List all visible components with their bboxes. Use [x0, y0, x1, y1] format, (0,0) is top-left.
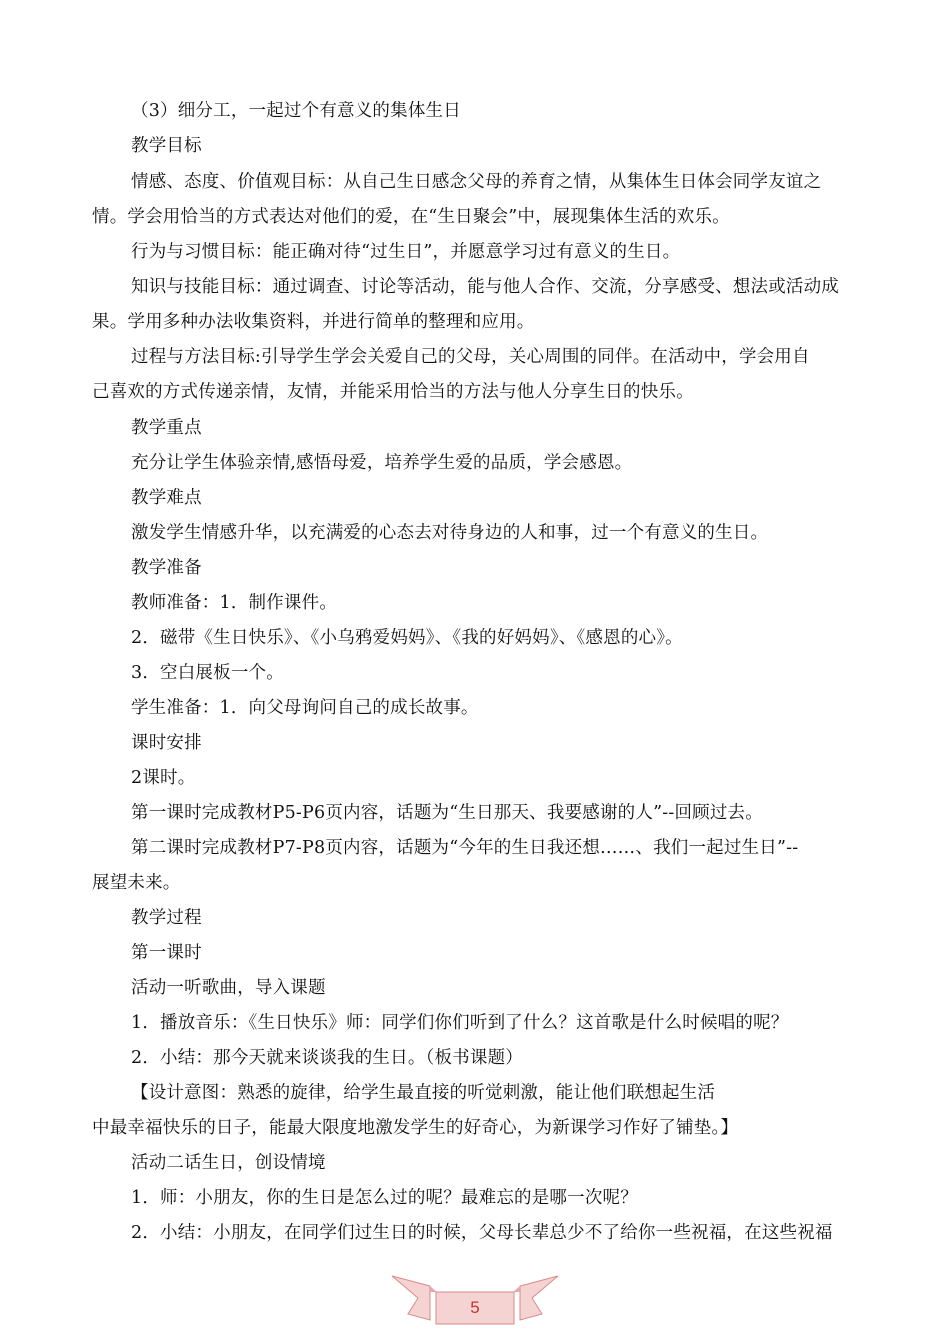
paragraph-line: 激发学生情感升华，以充满爱的心态去对待身边的人和事，过一个有意义的生日。 [131, 523, 769, 543]
paragraph-line: 2．小结：小朋友，在同学们过生日的时候，父母长辈总少不了给你一些祝福，在这些祝福 [131, 1223, 833, 1243]
section-heading: （3）细分工，一起过个有意义的集体生日 [131, 101, 461, 121]
heading-preparation: 教学准备 [131, 558, 202, 578]
paragraph-line: 行为与习惯目标：能正确对待“过生日”，并愿意学习过有意义的生日。 [131, 242, 681, 262]
heading-key-points: 教学重点 [131, 418, 202, 438]
design-intent-line: 【设计意图：熟悉的旋律，给学生最直接的听觉刺激，能让他们联想起生活 [131, 1083, 716, 1103]
page-number: 5 [470, 1298, 480, 1317]
paragraph-line: 情。学会用恰当的方式表达对他们的爱，在“生日聚会”中，展现集体生活的欢乐。 [92, 207, 730, 227]
heading-difficulties: 教学难点 [131, 488, 202, 508]
paragraph-line: 展望未来。 [92, 873, 181, 893]
paragraph-line: 2．磁带《生日快乐》、《小乌鸦爱妈妈》、《我的好妈妈》、《感恩的心》。 [131, 628, 683, 648]
heading-schedule: 课时安排 [131, 733, 202, 753]
paragraph-line: 1．师：小朋友，你的生日是怎么过的呢？最难忘的是哪一次呢？ [131, 1188, 638, 1208]
paragraph-line: 第一课时完成教材P5-P6页内容，话题为“生日那天、我要感谢的人”--回顾过去。 [131, 803, 763, 823]
paragraph-line: 情感、态度、价值观目标：从自己生日感念父母的养育之情，从集体生日体会同学友谊之 [131, 172, 822, 192]
paragraph-line: 过程与方法目标:引导学生学会关爱自己的父母，关心周围的同伴。在活动中，学会用自 [131, 347, 810, 367]
paragraph-line: 第二课时完成教材P7-P8页内容，话题为“今年的生日我还想……、我们一起过生日”-- [131, 838, 799, 858]
paragraph-line: 充分让学生体验亲情,感悟母爱，培养学生爱的品质，学会感恩。 [131, 453, 633, 473]
design-intent-line: 中最幸福快乐的日子，能最大限度地激发学生的好奇心，为新课学习作好了铺垫。】 [92, 1118, 739, 1138]
heading-teaching-goals: 教学目标 [131, 136, 202, 156]
paragraph-line: 2．小结：那今天就来谈谈我的生日。（板书课题） [131, 1048, 523, 1068]
heading-first-lesson: 第一课时 [131, 943, 202, 963]
paragraph-line: 1．播放音乐：《生日快乐》师：同学们你们听到了什么？这首歌是什么时候唱的呢？ [131, 1013, 789, 1033]
paragraph-line: 3．空白展板一个。 [131, 663, 284, 683]
paragraph-line: 教师准备：1．制作课件。 [131, 593, 338, 613]
paragraph-line: 学生准备：1．向父母询问自己的成长故事。 [131, 698, 479, 718]
heading-process: 教学过程 [131, 908, 202, 928]
paragraph-line: 己喜欢的方式传递亲情，友情，并能采用恰当的方法与他人分享生日的快乐。 [92, 382, 694, 402]
paragraph-line: 知识与技能目标：通过调查、讨论等活动，能与他人合作、交流，分享感受、想法或活动成 [131, 277, 839, 297]
paragraph-line: 活动一听歌曲，导入课题 [131, 978, 326, 998]
paragraph-line: 2课时。 [131, 768, 196, 788]
paragraph-line: 活动二话生日，创设情境 [131, 1153, 326, 1173]
paragraph-line: 果。学用多种办法收集资料，并进行简单的整理和应用。 [92, 312, 535, 332]
